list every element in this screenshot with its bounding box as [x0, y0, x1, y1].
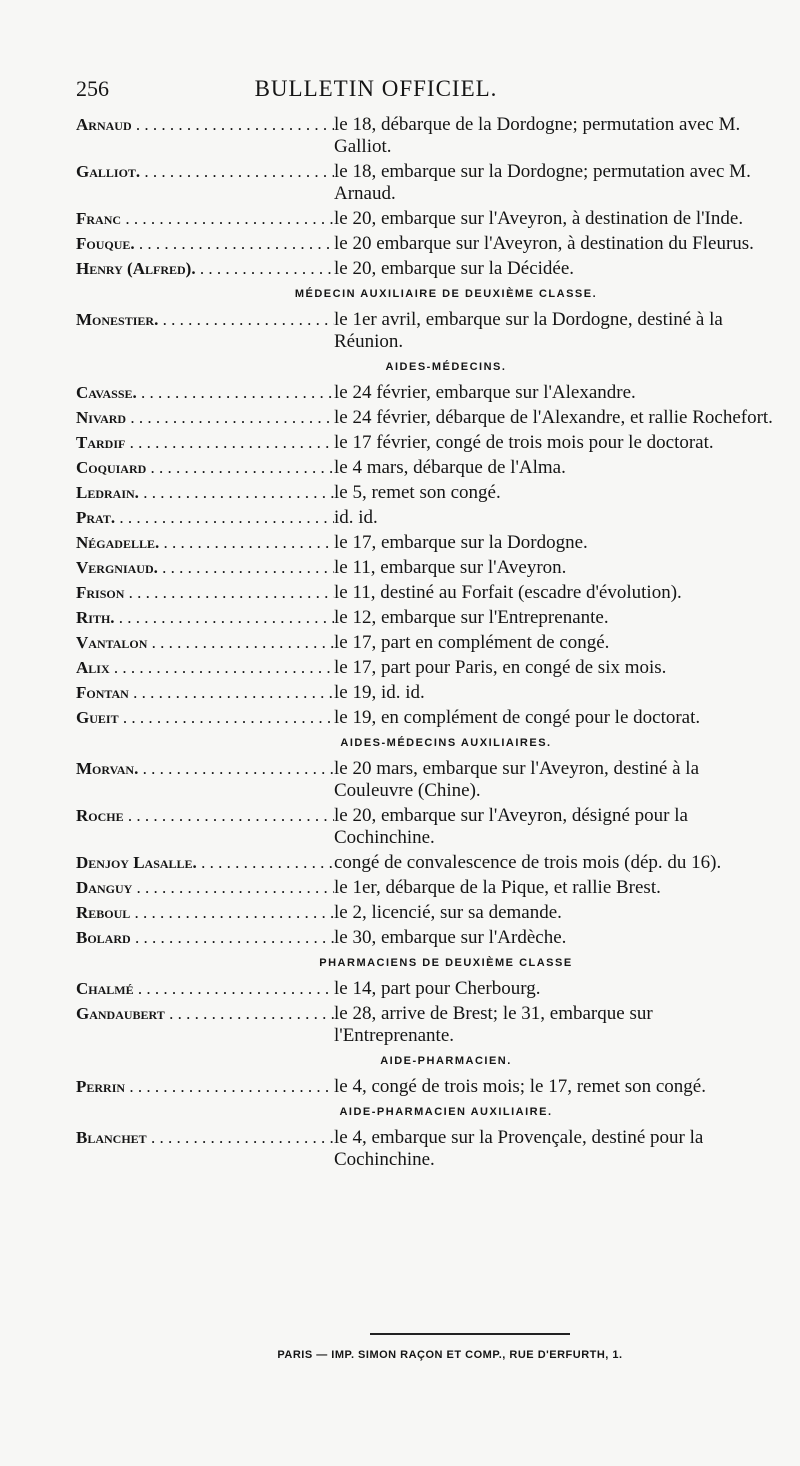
- officer-name: Denjoy Lasalle. . . .: [76, 852, 334, 874]
- personnel-entry: [76, 582, 776, 604]
- movement-description: congé de convalescence de trois mois (dép. du 16).: [334, 852, 722, 873]
- personnel-entry: [76, 657, 776, 679]
- officer-name: Perrin . . .: [76, 1076, 334, 1098]
- section-heading: AIDE-PHARMACIEN.: [380, 1055, 512, 1067]
- personnel-entry: [76, 1127, 776, 1171]
- officer-name: Nivard . . .: [76, 407, 334, 429]
- movement-description: le 20 embarque sur l'Aveyron, à destination du Fleurus.: [334, 233, 754, 254]
- movement-description: le 18, débarque de la Dordogne; permutation avec M. Galliot.: [334, 114, 741, 157]
- movement-description: le 18, embarque sur la Dordogne; permutation avec M. Arnaud.: [334, 161, 751, 204]
- personnel-entry: [76, 161, 776, 205]
- movement-description: le 20 mars, embarque sur l'Aveyron, destiné à la Couleuvre (Chine).: [334, 758, 700, 801]
- officer-name: Blanchet . . .: [76, 1127, 334, 1149]
- journal-title: BULLETIN OFFICIEL.: [254, 76, 498, 101]
- printer-imprint: PARIS — IMP. SIMON RAÇON ET COMP., RUE D'ERFURTH, 1.: [277, 1349, 623, 1361]
- personnel-entry: [76, 507, 776, 529]
- officer-name: Ledrain. . . .: [76, 482, 334, 504]
- personnel-entry: [76, 382, 776, 404]
- movement-description: le 11, embarque sur l'Aveyron.: [334, 557, 567, 578]
- personnel-entry: [76, 682, 776, 704]
- personnel-entry: [76, 114, 776, 158]
- personnel-entry: [76, 1076, 776, 1098]
- personnel-entry: [76, 309, 776, 353]
- officer-name: Bolard . . .: [76, 927, 334, 949]
- movement-description: le 14, part pour Cherbourg.: [334, 978, 541, 999]
- page-header: [76, 76, 776, 106]
- officer-name: Frison . . .: [76, 582, 334, 604]
- officer-name: Galliot. . . .: [76, 161, 334, 183]
- movement-description: le 17, part en complément de congé.: [334, 632, 610, 653]
- personnel-entry: [76, 927, 776, 949]
- section-heading: AIDES-MÉDECINS AUXILIAIRES.: [340, 737, 552, 749]
- officer-name: Négadelle. . . .: [76, 532, 334, 554]
- footer-rule: [370, 1333, 570, 1335]
- page-number: 256: [76, 76, 109, 101]
- movement-description: le 20, embarque sur l'Aveyron, à destination de l'Inde.: [334, 208, 744, 229]
- personnel-entry: [76, 407, 776, 429]
- movement-description: le 4 mars, débarque de l'Alma.: [334, 457, 566, 478]
- movement-description: le 24 février, embarque sur l'Alexandre.: [334, 382, 636, 403]
- personnel-entry: [76, 607, 776, 629]
- personnel-entry: [76, 758, 776, 802]
- officer-name: Gueit . . .: [76, 707, 334, 729]
- movement-description: le 11, destiné au Forfait (escadre d'évolution).: [334, 582, 682, 603]
- movement-description: le 1er avril, embarque sur la Dordogne, destiné à la Réunion.: [334, 309, 723, 352]
- personnel-entry: [76, 457, 776, 479]
- movement-description: le 24 février, débarque de l'Alexandre, et rallie Rochefort.: [334, 407, 773, 428]
- section-heading: AIDE-PHARMACIEN AUXILIAIRE.: [339, 1106, 553, 1118]
- section-heading: MÉDECIN AUXILIAIRE DE DEUXIÈME CLASSE.: [294, 288, 598, 300]
- personnel-entry: [76, 432, 776, 454]
- personnel-entry: [76, 482, 776, 504]
- officer-name: Roche . . .: [76, 805, 334, 827]
- movement-description: le 20, embarque sur la Décidée.: [334, 258, 575, 279]
- officer-name: Franc . . .: [76, 208, 334, 230]
- officer-name: Vergniaud. . . .: [76, 557, 334, 579]
- movement-description: id. id.: [334, 507, 378, 528]
- personnel-list: [76, 114, 776, 1174]
- personnel-entry: [76, 233, 776, 255]
- personnel-entry: [76, 805, 776, 849]
- officer-name: Henry (Alfred). . . .: [76, 258, 334, 280]
- officer-name: Coquiard . . .: [76, 457, 334, 479]
- personnel-entry: [76, 978, 776, 1000]
- officer-name: Prat. . . .: [76, 507, 334, 529]
- officer-name: Alix . . .: [76, 657, 334, 679]
- movement-description: le 28, arrive de Brest; le 31, embarque sur l'Entreprenante.: [334, 1003, 653, 1046]
- personnel-entry: [76, 557, 776, 579]
- officer-name: Chalmé . . .: [76, 978, 334, 1000]
- personnel-entry: [76, 532, 776, 554]
- movement-description: le 4, embarque sur la Provençale, destiné pour la Cochinchine.: [334, 1127, 704, 1170]
- officer-name: Danguy . . .: [76, 877, 334, 899]
- personnel-entry: [76, 902, 776, 924]
- officer-name: Gandaubert . . .: [76, 1003, 334, 1025]
- movement-description: le 2, licencié, sur sa demande.: [334, 902, 562, 923]
- officer-name: Fontan . . .: [76, 682, 334, 704]
- personnel-entry: [76, 1003, 776, 1047]
- officer-name: Vantalon . . .: [76, 632, 334, 654]
- officer-name: Morvan. . . .: [76, 758, 334, 780]
- officer-name: Rith. . . .: [76, 607, 334, 629]
- movement-description: le 19, en complément de congé pour le doctorat.: [334, 707, 701, 728]
- officer-name: Cavasse. . . .: [76, 382, 334, 404]
- personnel-entry: [76, 877, 776, 899]
- personnel-entry: [76, 208, 776, 230]
- movement-description: le 5, remet son congé.: [334, 482, 501, 503]
- section-heading: PHARMACIENS DE DEUXIÈME CLASSE: [319, 957, 573, 969]
- officer-name: Monestier. . . .: [76, 309, 334, 331]
- movement-description: le 30, embarque sur l'Ardèche.: [334, 927, 567, 948]
- movement-description: le 17, part pour Paris, en congé de six mois.: [334, 657, 667, 678]
- personnel-entry: [76, 707, 776, 729]
- personnel-entry: [76, 632, 776, 654]
- personnel-entry: [76, 852, 776, 874]
- movement-description: le 4, congé de trois mois; le 17, remet son congé.: [334, 1076, 706, 1097]
- movement-description: le 19, id. id.: [334, 682, 425, 703]
- officer-name: Tardif . . .: [76, 432, 334, 454]
- movement-description: le 1er, débarque de la Pique, et rallie Brest.: [334, 877, 661, 898]
- movement-description: le 20, embarque sur l'Aveyron, désigné pour la Cochinchine.: [334, 805, 688, 848]
- personnel-entry: [76, 258, 776, 280]
- officer-name: Fouque. . . .: [76, 233, 334, 255]
- section-heading: AIDES-MÉDECINS.: [385, 361, 507, 373]
- movement-description: le 17, embarque sur la Dordogne.: [334, 532, 588, 553]
- movement-description: le 17 février, congé de trois mois pour le doctorat.: [334, 432, 714, 453]
- movement-description: le 12, embarque sur l'Entreprenante.: [334, 607, 609, 628]
- officer-name: Arnaud . . .: [76, 114, 334, 136]
- officer-name: Reboul . . .: [76, 902, 334, 924]
